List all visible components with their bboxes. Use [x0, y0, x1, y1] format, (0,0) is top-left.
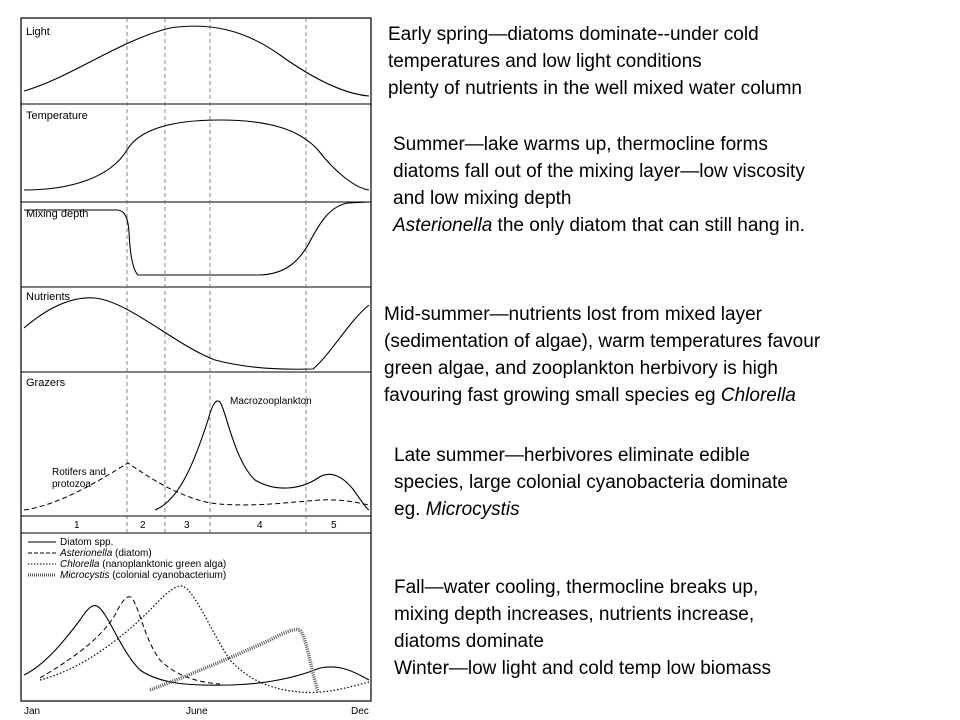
x-label-jan: Jan — [24, 706, 41, 717]
legend-asterionella: Asterionella (diatom) — [60, 548, 152, 559]
early-spring-line-2: temperatures and low light conditions — [388, 51, 702, 72]
fall-line-1: Fall—water cooling, thermocline breaks up, — [394, 577, 759, 598]
mid-summer-text — [384, 301, 820, 409]
winter-line: Winter—low light and cold temp low biomass — [394, 658, 771, 679]
macrozooplankton-curve — [155, 401, 369, 510]
mid-summer-line-2: (sedimentation of algae), warm temperatures favour — [384, 331, 821, 352]
late-summer-text — [394, 442, 788, 523]
early-spring-line-3: plenty of nutrients in the well mixed water column — [388, 78, 802, 99]
chlorella-name: Chlorella — [720, 385, 796, 406]
period-3-label: 3 — [184, 520, 190, 531]
summer-line-4-rest: the only diatom that can still hang in. — [492, 215, 805, 236]
x-label-june: June — [186, 706, 208, 717]
summer-text — [393, 131, 805, 239]
summer-line-4 — [393, 212, 805, 239]
mid-summer-line-3: green algae, and zooplankton herbivory is high — [384, 358, 778, 379]
late-summer-line-1: Late summer—herbivores eliminate edible — [394, 445, 750, 466]
nutrients-curve — [24, 298, 369, 369]
early-spring-text — [388, 21, 802, 102]
chlorella-curve — [40, 586, 369, 693]
summer-line-2: diatoms fall out of the mixing layer—low viscosity — [393, 161, 805, 182]
period-1-label: 1 — [74, 520, 80, 531]
seasonal-succession-figure — [0, 0, 380, 720]
panel-label-mixing-depth: Mixing depth — [26, 208, 89, 220]
rotifers-label-line-2: protozoa — [52, 479, 91, 490]
temperature-curve — [24, 120, 369, 190]
panel-label-temperature: Temperature — [26, 110, 88, 122]
diatom-curve — [24, 606, 369, 686]
late-summer-line-3 — [394, 496, 788, 523]
summer-line-3: and low mixing depth — [393, 188, 572, 209]
asterionella-name: Asterionella — [393, 215, 493, 236]
light-curve — [24, 26, 369, 96]
panel-label-nutrients: Nutrients — [26, 291, 71, 303]
mid-summer-line-4 — [384, 382, 820, 409]
period-2-label: 2 — [140, 520, 146, 531]
mid-summer-line-1: Mid-summer—nutrients lost from mixed layer — [384, 304, 762, 325]
microcystis-name: Microcystis — [425, 499, 520, 520]
panel-label-light: Light — [26, 26, 50, 38]
summer-line-1: Summer—lake warms up, thermocline forms — [393, 134, 768, 155]
rotifers-label-line-1: Rotifers and — [52, 467, 106, 478]
late-summer-line-2: species, large colonial cyanobacteria dominate — [394, 472, 788, 493]
legend-microcystis: Microcystis (colonial cyanobacterium) — [60, 570, 227, 581]
x-label-dec: Dec — [351, 706, 369, 717]
period-4-label: 4 — [257, 520, 263, 531]
legend-diatom: Diatom spp. — [60, 537, 114, 548]
panel-label-grazers: Grazers — [26, 377, 66, 389]
legend-chlorella: Chlorella (nanoplanktonic green alga) — [60, 559, 227, 570]
fall-line-3: diatoms dominate — [394, 631, 544, 652]
mid-summer-line-4-rest: favouring fast growing small species eg — [384, 385, 721, 406]
phytoplankton-legend — [28, 537, 226, 581]
period-5-label: 5 — [331, 520, 337, 531]
fall-line-2: mixing depth increases, nutrients increase, — [394, 604, 755, 625]
macrozooplankton-label: Macrozooplankton — [230, 396, 312, 407]
fall-winter-text — [394, 574, 771, 682]
early-spring-line-1: Early spring—diatoms dominate--under cold — [388, 24, 759, 45]
late-summer-line-3-rest: eg. — [394, 499, 426, 520]
